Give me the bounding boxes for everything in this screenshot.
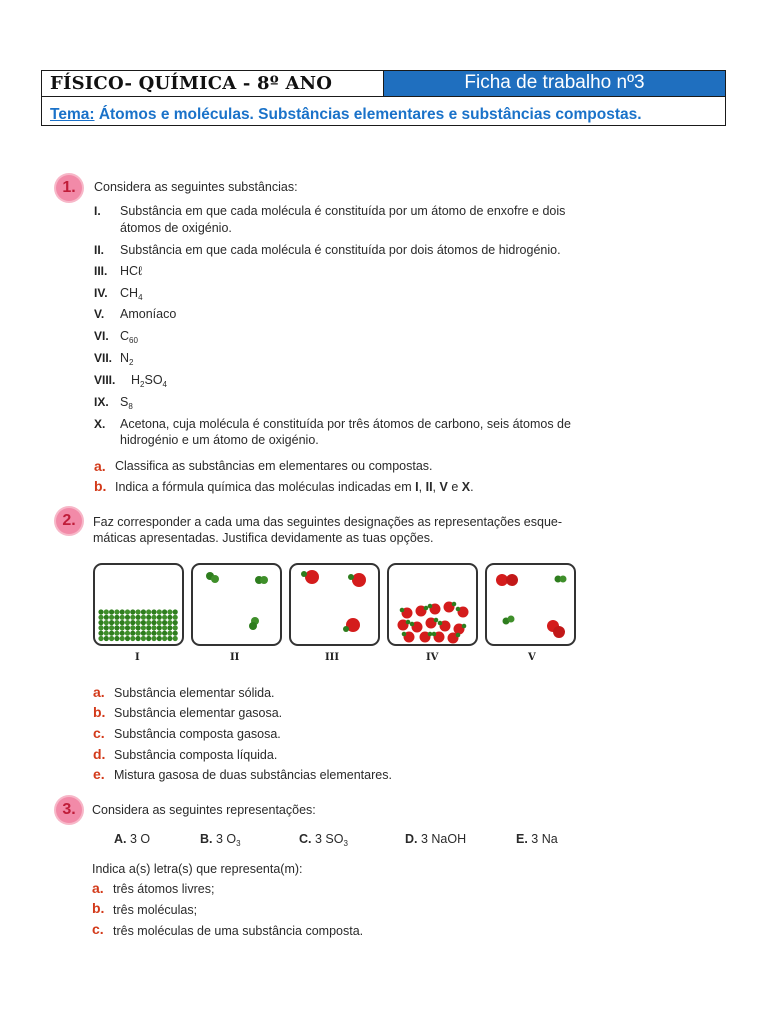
box-label-v: V bbox=[528, 652, 536, 663]
q2-answer-letter: a. bbox=[93, 684, 105, 700]
q3-answer-text: três átomos livres; bbox=[113, 882, 215, 896]
q3-option-a: A. 3 O bbox=[114, 832, 151, 846]
q3-option-c: C. 3 $SO_3$ bbox=[299, 832, 348, 848]
q3-prompt: Indica a(s) letra(s) que representa(m): bbox=[92, 862, 303, 876]
q1-subquestion-text: Indica a fórmula química das moléculas indicadas em I, II, V e X. bbox=[115, 480, 474, 494]
q2-answer-text: Substância elementar sólida. bbox=[114, 686, 275, 700]
q1-item-text: $N_2$ bbox=[120, 351, 134, 367]
q1-item-number: I. bbox=[94, 204, 101, 218]
compound-gas-molecules bbox=[291, 565, 378, 644]
worksheet-header bbox=[41, 70, 726, 126]
q2-answer-text: Substância composta líquida. bbox=[114, 748, 278, 762]
box-label-i: I bbox=[135, 652, 140, 663]
q2-answer-letter: b. bbox=[93, 704, 106, 720]
box-label-ii: II bbox=[230, 652, 240, 663]
theme-label: Tema: bbox=[50, 106, 95, 123]
q1-item-text: Amoníaco bbox=[120, 307, 177, 321]
q1-intro: Considera as seguintes substâncias: bbox=[94, 180, 298, 194]
q2-answer-text: Substância elementar gasosa. bbox=[114, 706, 283, 720]
q1-item-text: $C_{60}$ bbox=[120, 329, 138, 345]
q3-answer-text: três moléculas; bbox=[113, 903, 198, 917]
schematic-box-ii bbox=[191, 563, 282, 646]
schematic-box-iii bbox=[289, 563, 380, 646]
q1-item-text: átomos de oxigénio. bbox=[120, 221, 232, 235]
q3-option-e: E. 3 Na bbox=[516, 832, 558, 846]
q1-item-number: IV. bbox=[94, 286, 108, 300]
q2-intro-line: Faz corresponder a cada uma das seguintes designações as representações esque- bbox=[93, 515, 563, 529]
q2-answer-text: Substância composta gasosa. bbox=[114, 727, 281, 741]
q2-answer-letter: c. bbox=[93, 725, 105, 741]
q1-item-number: VI. bbox=[94, 329, 109, 343]
subject-title: FÍSICO- QUÍMICA - 8º ANO bbox=[42, 71, 384, 97]
q1-item-text: Substância em que cada molécula é constituída por um átomo de enxofre e dois bbox=[120, 204, 566, 218]
q1-item-text: $CH_4$ bbox=[120, 286, 143, 302]
compound-liquid-molecules bbox=[389, 565, 476, 644]
q3-answer-letter: b. bbox=[92, 900, 105, 916]
q1-item-number: VIII. bbox=[94, 373, 116, 387]
question-3-badge: 3. bbox=[56, 797, 82, 823]
q1-item-text: HCℓ bbox=[120, 264, 143, 278]
box-label-iv: IV bbox=[426, 652, 439, 663]
q3-option-b: B. 3 $O_3$ bbox=[200, 832, 241, 848]
theme-line bbox=[50, 106, 642, 124]
diatomic-green-molecules bbox=[193, 565, 280, 644]
q2-intro-line: máticas apresentadas. Justifica devidamente as tuas opções. bbox=[93, 531, 434, 545]
q1-item-number: VII. bbox=[94, 351, 113, 365]
q1-item-number: II. bbox=[94, 243, 105, 257]
gas-mixture-molecules bbox=[487, 565, 574, 644]
q2-answer-letter: d. bbox=[93, 746, 106, 762]
q1-item-text: $S_8$ bbox=[120, 395, 133, 411]
worksheet-title: Ficha de trabalho nº3 bbox=[384, 71, 725, 97]
schematic-box-v bbox=[485, 563, 576, 646]
q1-subquestion-letter: b. bbox=[94, 478, 107, 494]
question-2-badge: 2. bbox=[56, 508, 82, 534]
q1-subquestion-text: Classifica as substâncias em elementares ou compostas. bbox=[115, 459, 433, 473]
q1-item-text: Substância em que cada molécula é constituída por dois átomos de hidrogénio. bbox=[120, 243, 561, 257]
q1-item-number: X. bbox=[94, 417, 106, 431]
q1-item-number: III. bbox=[94, 264, 108, 278]
box-label-iii: III bbox=[325, 652, 340, 663]
q1-item-text: hidrogénio e um átomo de oxigénio. bbox=[120, 433, 319, 447]
solid-lattice bbox=[95, 565, 182, 644]
q1-item-number: IX. bbox=[94, 395, 109, 409]
question-1-badge: 1. bbox=[56, 175, 82, 201]
q3-answer-text: três moléculas de uma substância composta. bbox=[113, 924, 364, 938]
q3-answer-letter: a. bbox=[92, 880, 104, 896]
q1-subquestion-letter: a. bbox=[94, 458, 106, 474]
theme-text: Átomos e moléculas. Substâncias elementares e substâncias compostas. bbox=[94, 106, 642, 123]
q1-item-text: $H_2SO_4$ bbox=[131, 373, 167, 389]
q1-item-text: Acetona, cuja molécula é constituída por três átomos de carbono, seis átomos de bbox=[120, 417, 571, 431]
q1-item-number: V. bbox=[94, 307, 105, 321]
q2-answer-text: Mistura gasosa de duas substâncias elementares. bbox=[114, 768, 392, 782]
q3-intro: Considera as seguintes representações: bbox=[92, 803, 316, 817]
schematic-box-iv bbox=[387, 563, 478, 646]
q2-answer-letter: e. bbox=[93, 766, 105, 782]
q3-option-d: D. 3 NaOH bbox=[405, 832, 467, 846]
q3-answer-letter: c. bbox=[92, 921, 104, 937]
schematic-box-i bbox=[93, 563, 184, 646]
